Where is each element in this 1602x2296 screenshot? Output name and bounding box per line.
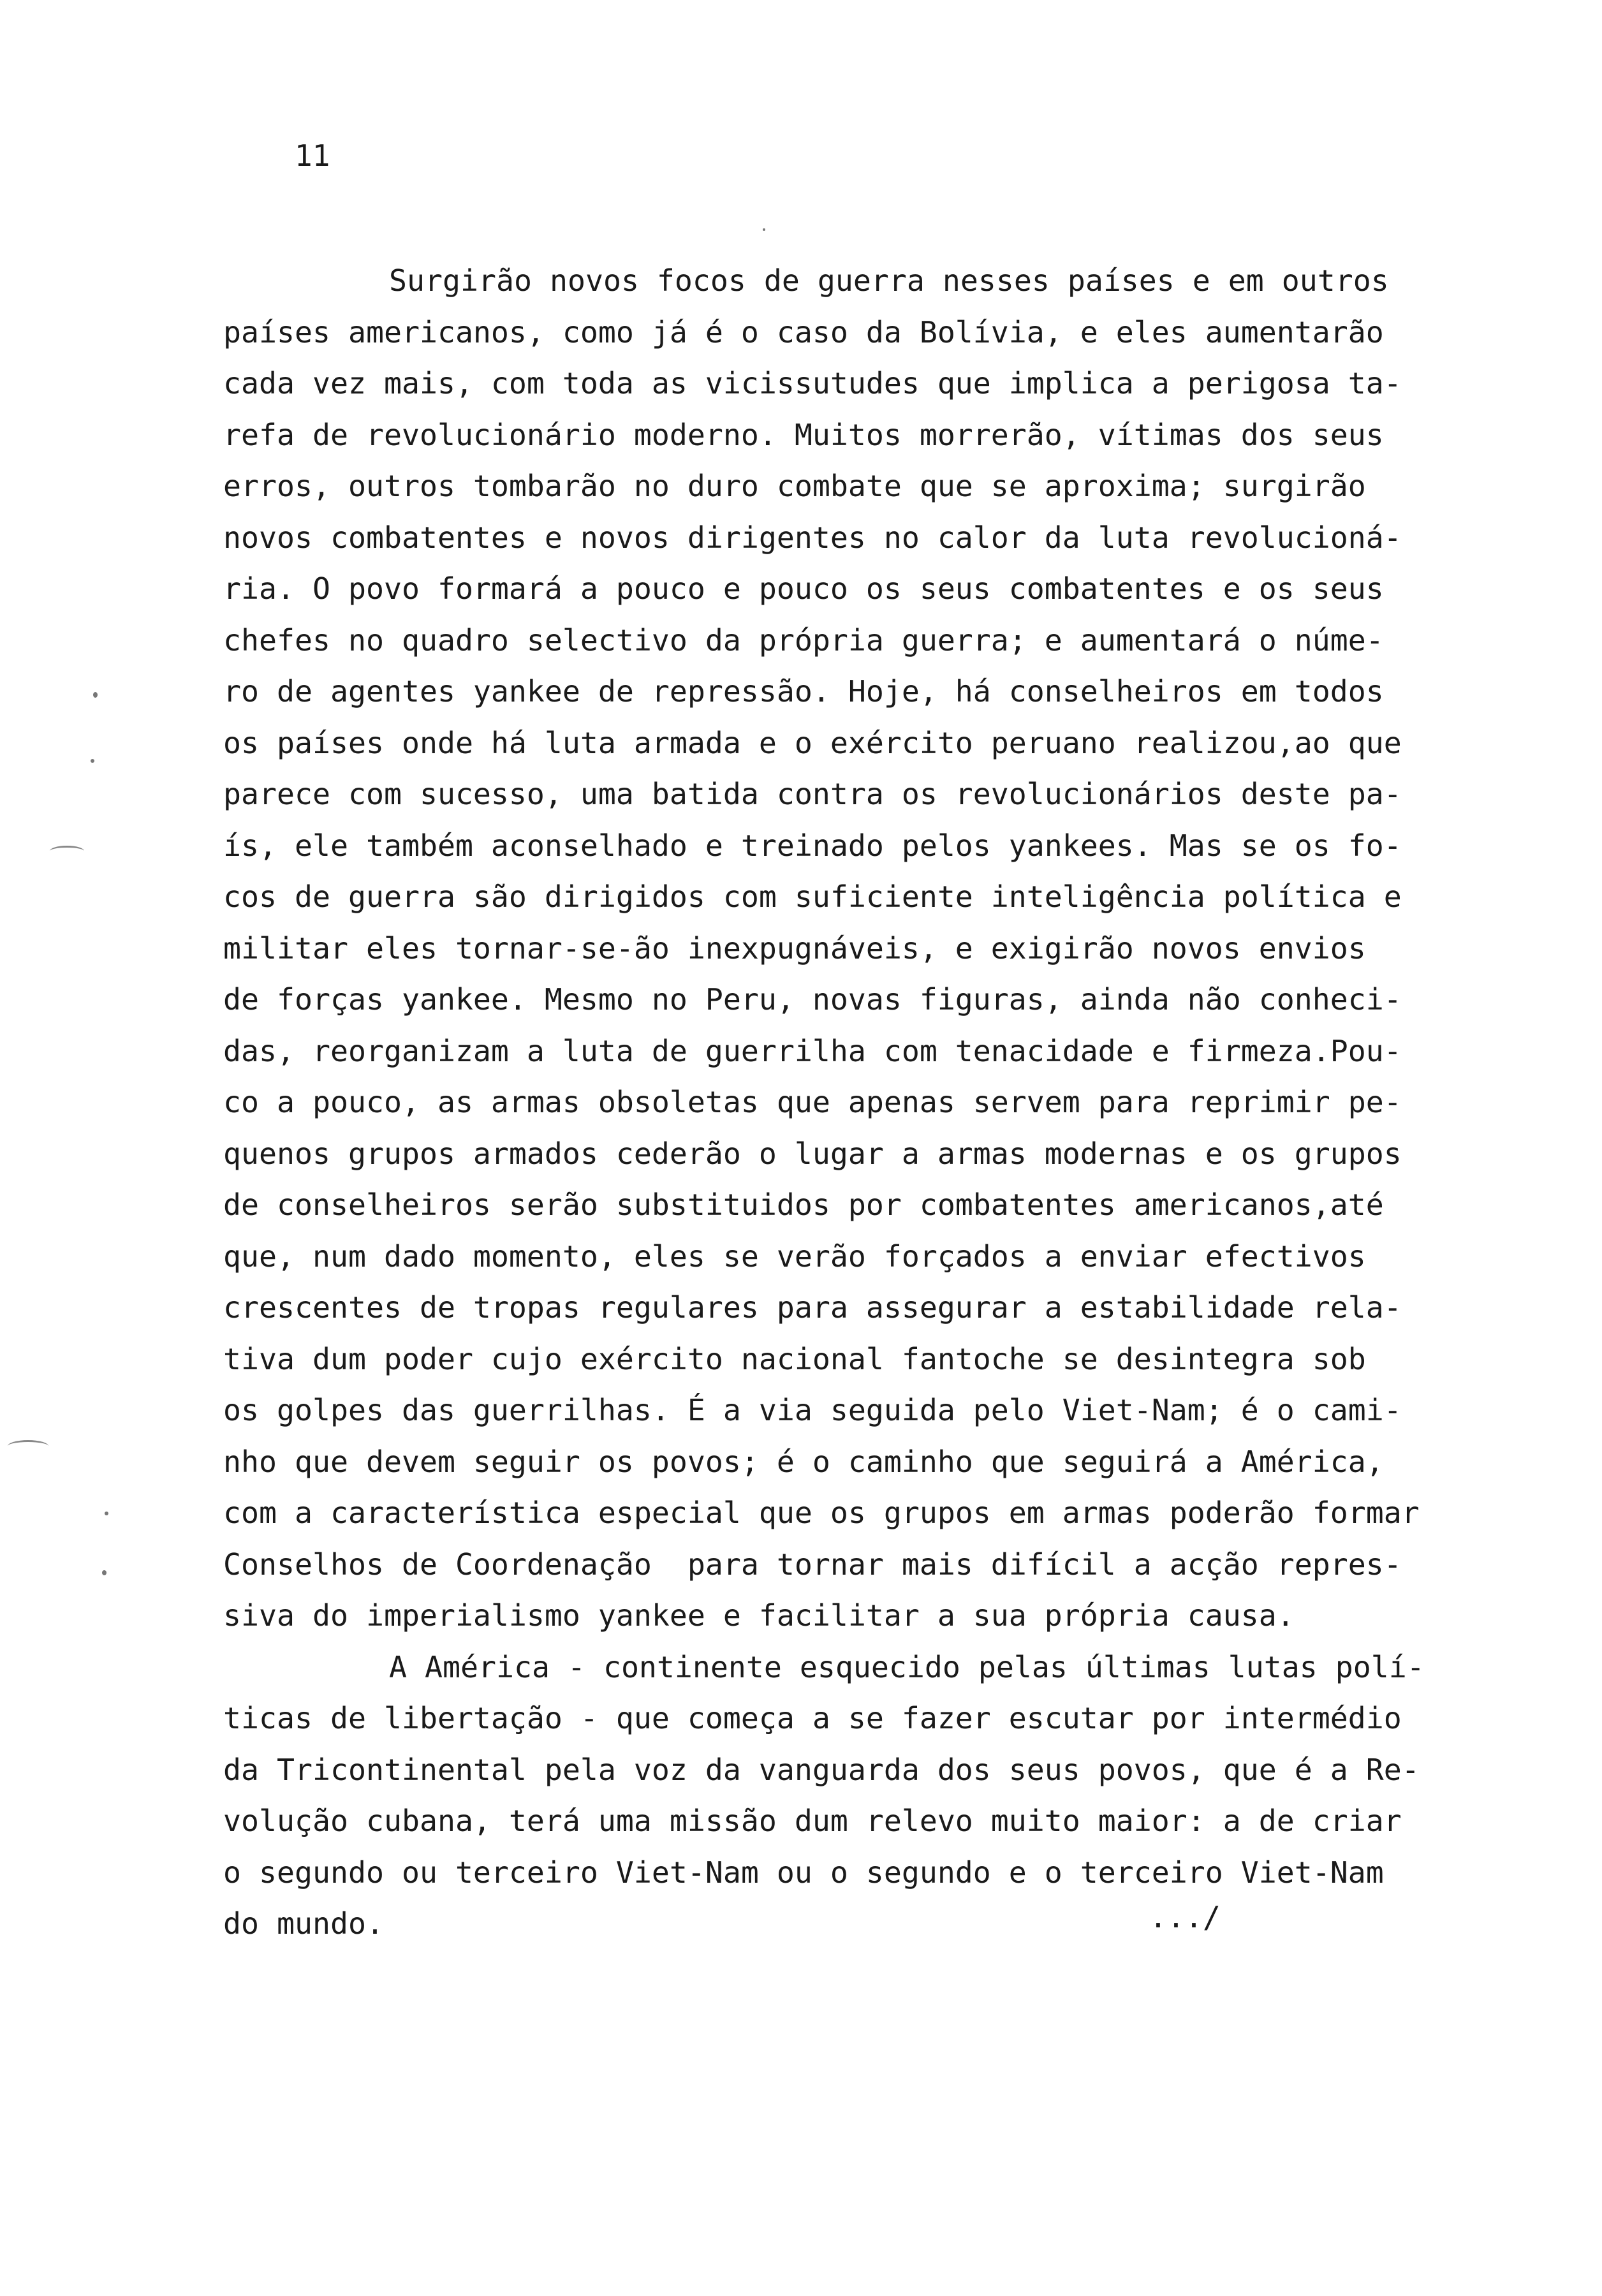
text-line: ís, ele também aconselhado e treinado pelos yankees. Mas se os fo- bbox=[223, 828, 1402, 863]
text-line: ticas de libertação - que começa a se fazer escutar por intermédio bbox=[223, 1701, 1402, 1735]
text-line: cos de guerra são dirigidos com suficiente inteligência política e bbox=[223, 879, 1402, 914]
text-line: da Tricontinental pela voz da vanguarda dos seus povos, que é a Re- bbox=[223, 1752, 1420, 1787]
text-line: o segundo ou terceiro Viet-Nam ou o segundo e o terceiro Viet-Nam bbox=[223, 1855, 1384, 1890]
page-number: 11 bbox=[295, 138, 330, 173]
text-line: Conselhos de Coordenação para tornar mais difícil a acção repres- bbox=[223, 1547, 1402, 1582]
text-line: países americanos, como já é o caso da Bolívia, e eles aumentarão bbox=[223, 314, 1384, 350]
text-line: siva do imperialismo yankee e facilitar a sua própria causa. bbox=[223, 1598, 1295, 1633]
text-line: os golpes das guerrilhas. É a via seguida pelo Viet-Nam; é o cami- bbox=[223, 1393, 1402, 1427]
text-line: com a característica especial que os grupos em armas poderão formar bbox=[223, 1496, 1420, 1530]
text-line: erros, outros tombarão no duro combate que se aproxima; surgirão bbox=[223, 469, 1366, 503]
paragraph-2 bbox=[223, 1642, 1492, 1950]
paragraph-1 bbox=[223, 255, 1492, 1642]
text-line: das, reorganizam a luta de guerrilha com tenacidade e firmeza.Pou- bbox=[223, 1033, 1402, 1068]
text-line: cada vez mais, com toda as vicissutudes que implica a perigosa ta- bbox=[223, 366, 1402, 401]
text-line: ro de agentes yankee de repressão. Hoje, há conselheiros em todos bbox=[223, 674, 1384, 709]
text-line: Surgirão novos focos de guerra nesses países e em outros bbox=[389, 263, 1389, 298]
text-line: parece com sucesso, uma batida contra os revolucionários deste pa- bbox=[223, 777, 1402, 811]
text-line: nho que devem seguir os povos; é o caminho que seguirá a América, bbox=[223, 1444, 1384, 1479]
text-line: de conselheiros serão substituidos por combatentes americanos,até bbox=[223, 1188, 1384, 1222]
margin-scratch bbox=[50, 846, 84, 857]
margin-speck bbox=[93, 692, 98, 698]
margin-speck bbox=[102, 1570, 107, 1575]
margin-speck bbox=[91, 759, 94, 763]
page-speck bbox=[763, 228, 765, 231]
text-line: militar eles tornar-se-ão inexpugnáveis, e exigirão novos envios bbox=[223, 931, 1366, 966]
margin-speck bbox=[105, 1512, 108, 1515]
text-line: ria. O povo formará a pouco e pouco os seus combatentes e os seus bbox=[223, 571, 1384, 606]
text-line: de forças yankee. Mesmo no Peru, novas figuras, ainda não conheci- bbox=[223, 982, 1402, 1017]
text-line: A América - continente esquecido pelas últimas lutas polí- bbox=[389, 1649, 1425, 1684]
text-line: crescentes de tropas regulares para assegurar a estabilidade rela- bbox=[223, 1290, 1402, 1325]
body-text bbox=[223, 255, 1492, 1950]
text-line: do mundo. bbox=[223, 1906, 384, 1941]
text-line: tiva dum poder cujo exército nacional fantoche se desintegra sob bbox=[223, 1341, 1366, 1376]
text-line: os países onde há luta armada e o exército peruano realizou,ao que bbox=[223, 725, 1402, 760]
text-line: quenos grupos armados cederão o lugar a armas modernas e os grupos bbox=[223, 1136, 1402, 1171]
text-line: que, num dado momento, eles se verão forçados a enviar efectivos bbox=[223, 1239, 1366, 1274]
text-line: co a pouco, as armas obsoletas que apenas servem para reprimir pe- bbox=[223, 1085, 1402, 1119]
text-line: volução cubana, terá uma missão dum relevo muito maior: a de criar bbox=[223, 1804, 1402, 1838]
margin-scratch bbox=[8, 1440, 48, 1452]
continuation-mark: .../ bbox=[1149, 1900, 1221, 1934]
text-line: refa de revolucionário moderno. Muitos morrerão, vítimas dos seus bbox=[223, 417, 1384, 452]
text-line: novos combatentes e novos dirigentes no calor da luta revolucioná- bbox=[223, 520, 1402, 555]
text-line: chefes no quadro selectivo da própria guerra; e aumentará o núme- bbox=[223, 622, 1384, 658]
